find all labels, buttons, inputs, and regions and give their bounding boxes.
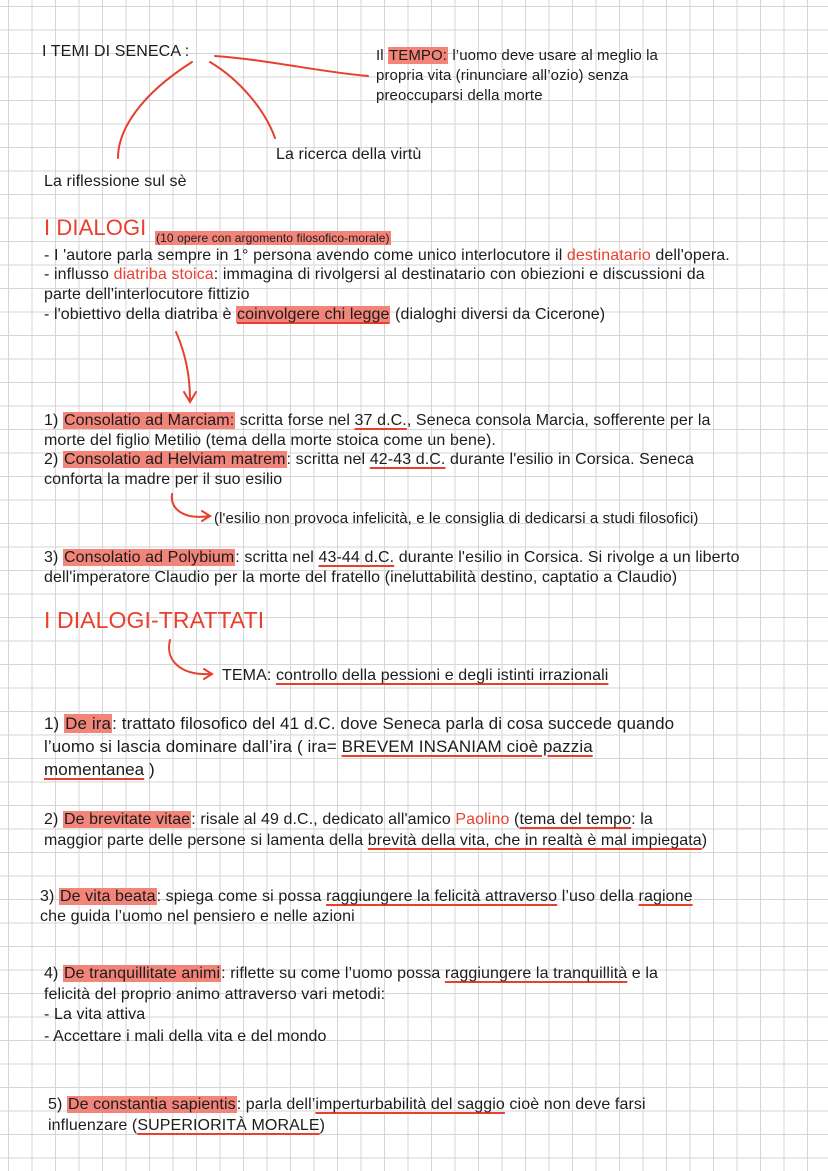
trattati-heading: I DIALOGI-TRATTATI	[44, 607, 265, 633]
de-tranquillitate-animi: 4) De tranquillitate animi: riflette su come l’uomo possa raggiungere la tranquillità e la	[44, 965, 659, 982]
consolatio-polybium: 3) Consolatio ad Polybium: scritta nel 43-44 d.C. durante l'esilio in Corsica. Si rivolge a un liberto	[44, 549, 740, 566]
de-ira-cont-2: momentanea )	[44, 760, 155, 779]
de-tranquillitate-animi-cont: felicità del proprio animo attraverso vari metodi:	[44, 986, 386, 1003]
tema-line: TEMA: controllo della pessioni e degli istinti irrazionali	[222, 667, 609, 684]
consolatio-helviam-note: (l'esilio non provoca infelicità, e le consiglia di dedicarsi a studi filosofici)	[214, 510, 699, 527]
consolatio-polybium-cont: dell'imperatore Claudio per la morte del fratello (ineluttabilità destino, captatio a Claudio)	[44, 569, 678, 586]
arrow-tema-head	[204, 669, 212, 679]
de-vita-beata-cont: che guida l’uomo nel pensiero e nelle azioni	[40, 908, 355, 925]
tranquillitate-method-2: - Accettare i mali della vita e del mondo	[44, 1028, 327, 1045]
dialoghi-bullet-3: - l'obiettivo della diatriba è coinvolgere chi legge (dialoghi diversi da Cicerone)	[44, 306, 606, 323]
riflessione-theme: La riflessione sul sè	[44, 173, 187, 190]
arrow-to-tempo	[215, 56, 368, 76]
arrow-tema	[169, 640, 212, 674]
tranquillitate-method-1: - La vita attiva	[44, 1006, 146, 1023]
dialoghi-bullet-2-cont: parte dell'interlocutore fittizio	[44, 286, 250, 303]
dialoghi-subnote: (10 opere con argomento filosofico-morale)	[156, 231, 390, 245]
arrow-note-head	[202, 511, 210, 521]
tempo-line-3: preoccuparsi della morte	[376, 87, 543, 104]
de-ira: 1) De ira: trattato filosofico del 41 d.C. dove Seneca parla di cosa succede quando	[44, 714, 675, 733]
arrow-to-riflessione	[118, 62, 192, 158]
de-vita-beata: 3) De vita beata: spiega come si possa raggiungere la felicità attraverso l’uso della ragione	[40, 888, 693, 905]
tempo-line-1: Il TEMPO: l’uomo deve usare al meglio la	[376, 47, 658, 64]
arrow-down-head	[184, 392, 196, 402]
dialoghi-bullet-1: - I 'autore parla sempre in 1° persona avendo come unico interlocutore il destinatario dell'opera.	[44, 247, 730, 264]
page-title: I TEMI DI SENECA :	[42, 43, 190, 60]
dialoghi-bullet-2: - influsso diatriba stoica: immagina di rivolgersi al destinatario con obiezioni e discussioni da	[44, 266, 705, 283]
de-constantia-sapientis-cont: influenzare (SUPERIORITÀ MORALE)	[48, 1117, 326, 1134]
arrow-to-virtu	[210, 62, 275, 138]
consolatio-helviam: 2) Consolatio ad Helviam matrem: scritta nel 42-43 d.C. durante l'esilio in Corsica. Seneca	[44, 451, 695, 468]
dialoghi-heading: I DIALOGI	[44, 215, 147, 240]
tempo-highlight: TEMPO:	[388, 47, 448, 64]
virtu-theme: La ricerca della virtù	[276, 146, 422, 163]
consolatio-marciam-cont: morte del figlio Metilio (tema della morte stoica come un bene).	[44, 432, 496, 449]
de-constantia-sapientis: 5) De constantia sapientis: parla dell’imperturbabilità del saggio cioè non deve farsi	[48, 1096, 646, 1113]
tempo-line-2: propria vita (rinunciare all’ozio) senza	[376, 67, 629, 84]
consolatio-marciam: 1) Consolatio ad Marciam: scritta forse nel 37 d.C., Seneca consola Marcia, sofferente per la	[44, 412, 711, 429]
consolatio-helviam-cont: conforta la madre per il suo esilio	[44, 471, 283, 488]
de-brevitate-vitae: 2) De brevitate vitae: risale al 49 d.C., dedicato all'amico Paolino (tema del tempo: la	[44, 811, 653, 828]
arrow-down-dialoghi	[176, 332, 190, 400]
de-ira-cont: l’uomo si lascia dominare dall’ira ( ira= BREVEM INSANIAM cioè pazzia	[44, 737, 593, 756]
arrow-note-helviam	[172, 494, 210, 517]
de-brevitate-vitae-cont: maggior parte delle persone si lamenta della brevità della vita, che in realtà è mal impiegata)	[44, 832, 708, 849]
